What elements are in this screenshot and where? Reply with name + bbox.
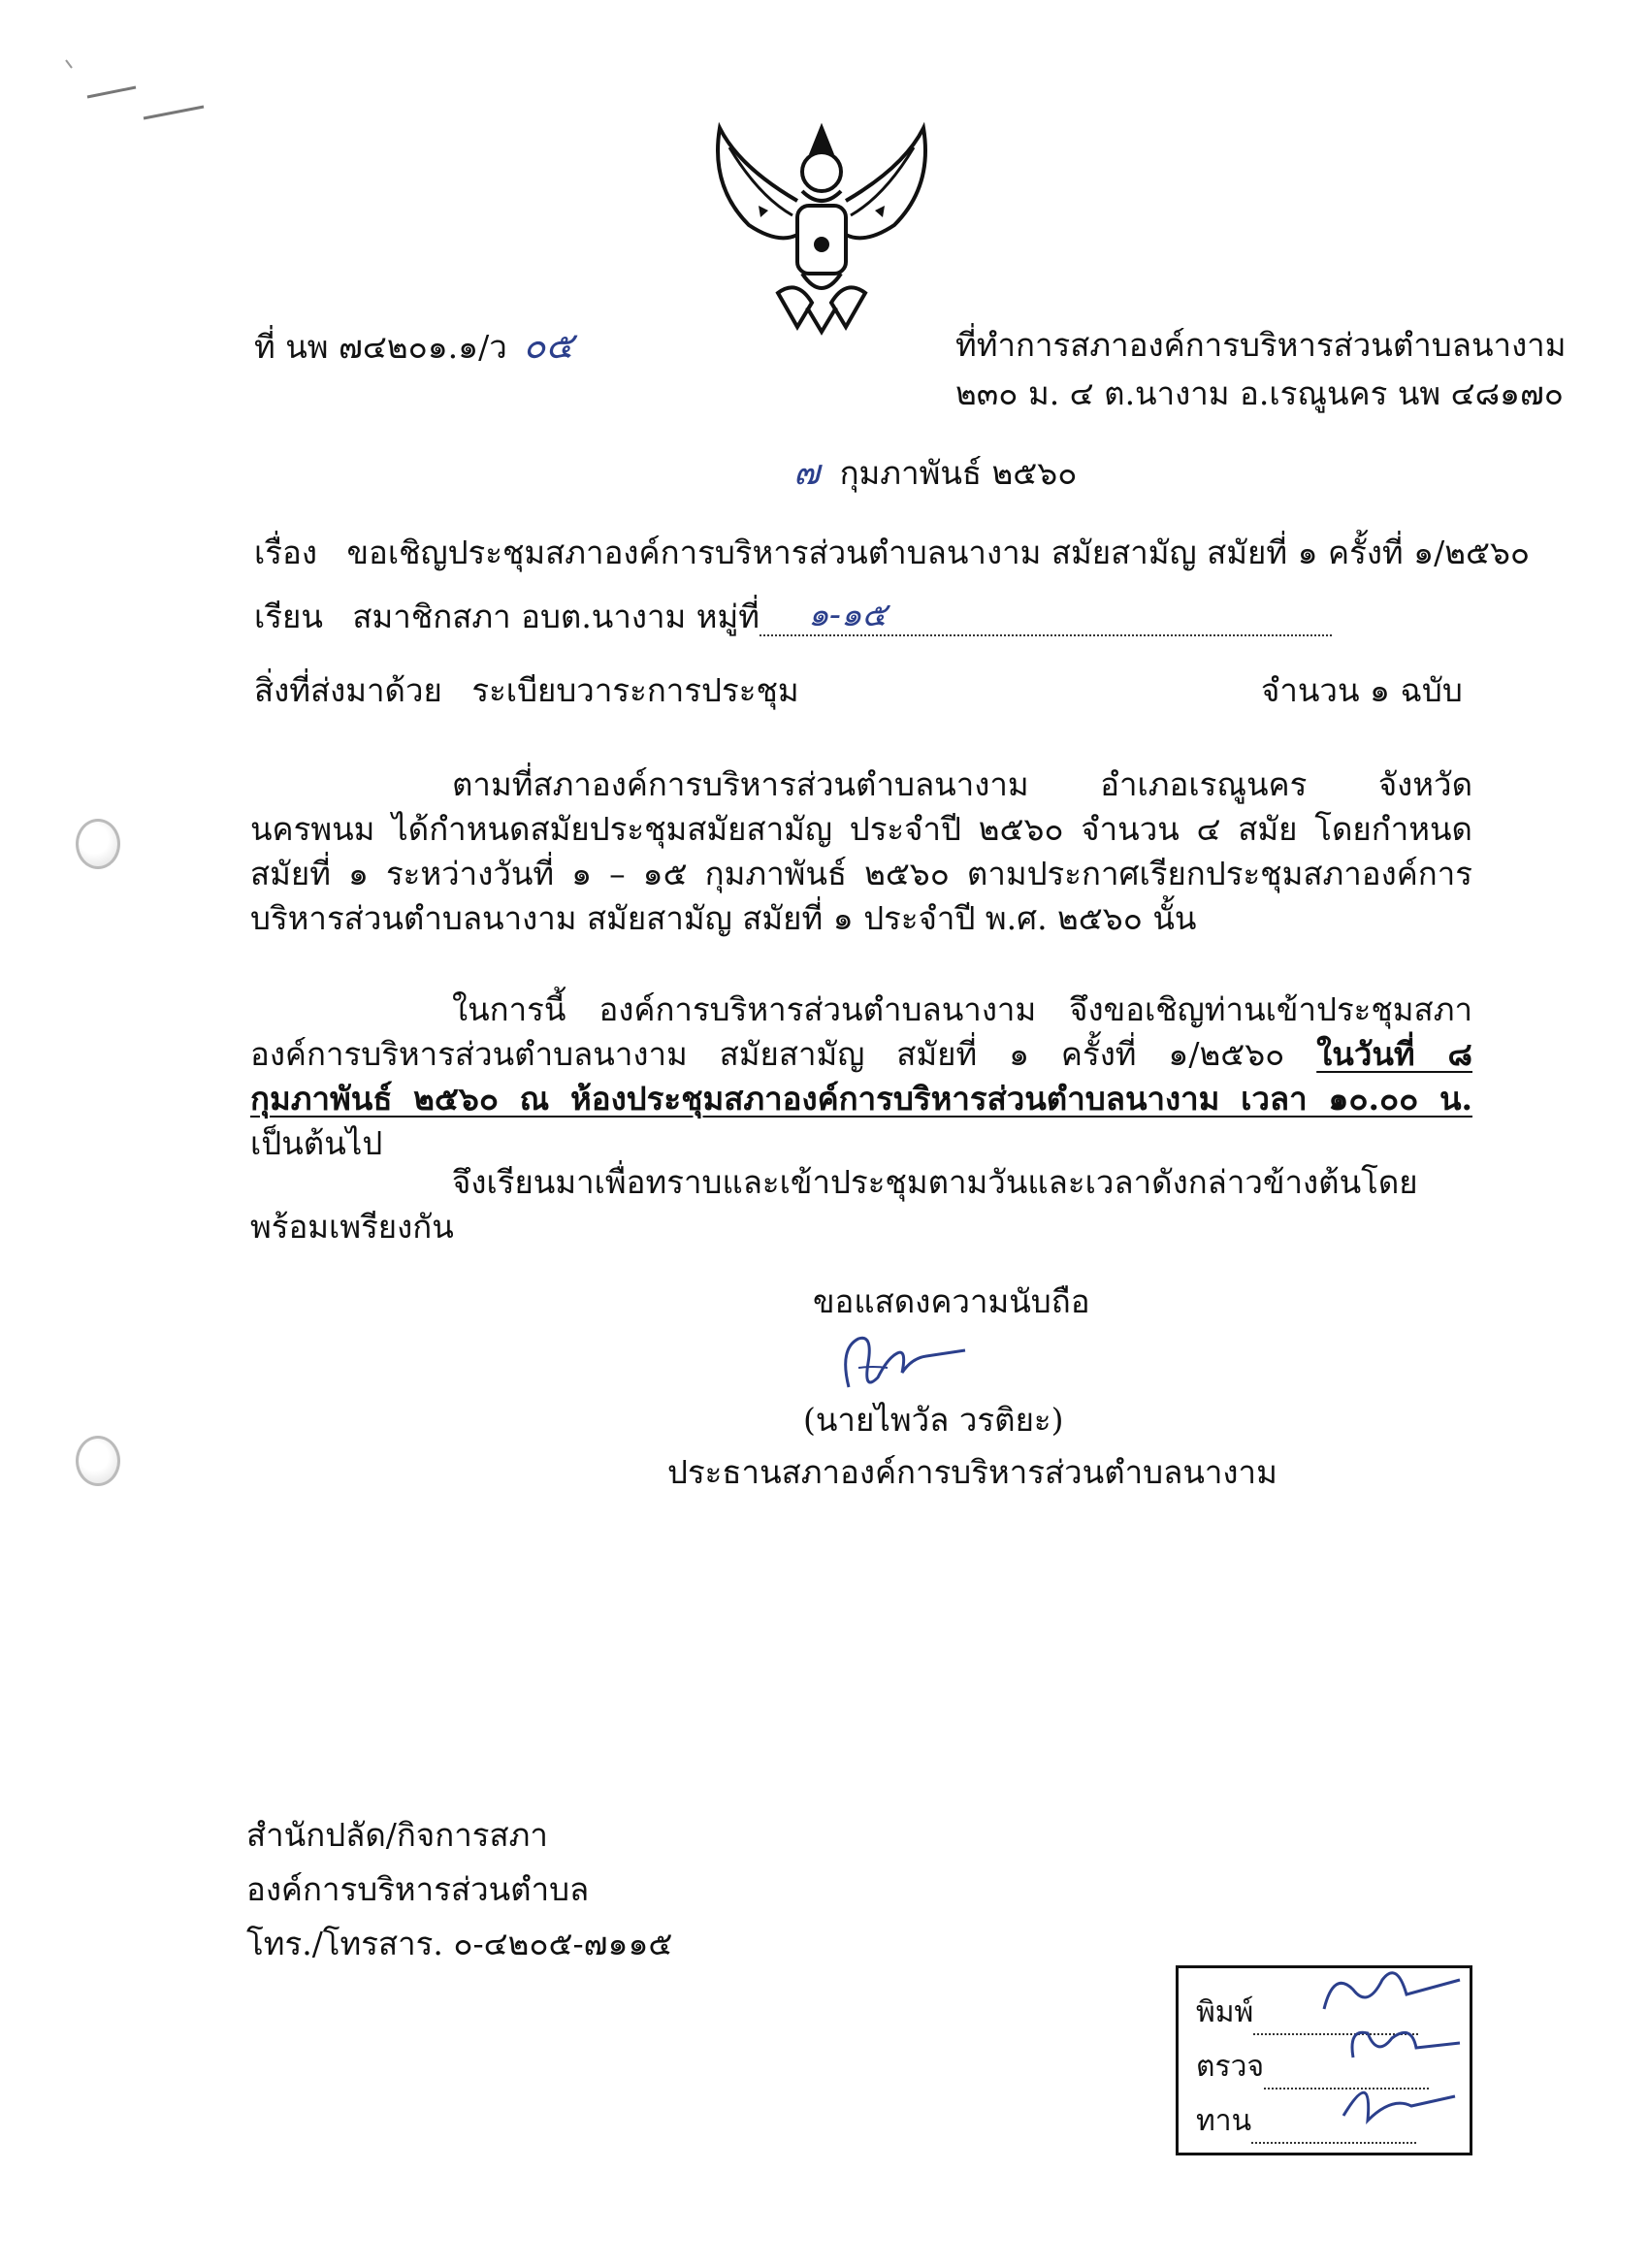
document-number-prefix: ที่ นพ ๗๔๒๐๑.๑/ว: [254, 328, 507, 366]
handwritten-document-number: ๐๕: [523, 324, 574, 367]
stamp-check-label: ตรวจ: [1196, 2050, 1265, 2084]
closing-salutation: ขอแสดงความนับถือ: [813, 1282, 1090, 1320]
date-month-year: กุมภาพันธ์ ๒๕๖๐: [839, 454, 1078, 492]
signer-position: ประธานสภาองค์การบริหารส่วนตำบลนางาม: [667, 1453, 1277, 1491]
enclosure-line: [254, 671, 799, 710]
stamp-initials-icon: [1314, 1951, 1470, 2155]
approval-stamp-box: [1176, 1965, 1472, 2155]
body-paragraph-3: จึงเรียนมาเพื่อทราบและเข้าประชุมตามวันและเวลาดังกล่าวข้างต้นโดยพร้อมเพรียงกัน: [250, 1163, 1418, 1246]
body-paragraph-1: ตามที่สภาองค์การบริหารส่วนตำบลนางาม อำเภอเรณูนคร จังหวัดนครพนม ได้กำหนดสมัยประชุมสมัยสามัญ ประจำปี ๒๕๖๐ จำนวน ๔ สมัย โดยกำหนดสมัยที่ ๑ ระหว่างวันที่ ๑ – ๑๕ กุมภาพันธ์ ๒๕๖๐ ตามประกาศเรียกประชุมสภาองค์การบริหารส่วนตำบลนางาม สมัยสามัญ สมัยที่ ๑ ประจำปี พ.ศ. ๒๕๖๐ นั้น: [250, 765, 1472, 937]
enclosure-label: สิ่งที่ส่งมาด้วย: [254, 671, 442, 709]
enclosure-text: ระเบียบวาระการประชุม: [471, 671, 799, 709]
paragraph-2-end: เป็นต้นไป: [250, 1124, 383, 1162]
subject-line: [254, 534, 1530, 572]
signer-name: (นายไพวัล วรติยะ): [803, 1401, 1064, 1439]
subject-label: เรื่อง: [254, 534, 317, 571]
office-name: ที่ทำการสภาองค์การบริหารส่วนตำบลนางาม: [955, 326, 1567, 364]
scan-marks: [58, 39, 213, 126]
enclosure-count: จำนวน ๑ ฉบับ: [1261, 671, 1463, 709]
meeting-date-venue: ในวันที่ ๘ กุมภาพันธ์ ๒๕๖๐ ณ ห้องประชุมสภาองค์การบริหารส่วนตำบลนางาม เวลา ๑๐.๐๐ น.: [250, 1035, 1472, 1118]
stamp-print-label: พิมพ์: [1196, 1995, 1254, 2029]
document-number: [254, 326, 573, 367]
office-address: ๒๓๐ ม. ๔ ต.นางาม อ.เรณูนคร นพ ๔๘๑๗๐: [955, 374, 1564, 412]
paragraph-2-text: ในการนี้ องค์การบริหารส่วนตำบลนางาม จึงขอเชิญท่านเข้าประชุมสภาองค์การบริหารส่วนตำบลนางาม สมัยสามัญ สมัยที่ ๑ ครั้งที่ ๑/๒๕๖๐: [250, 990, 1472, 1073]
recipient-dotted-line: [760, 596, 1332, 636]
handwritten-day: ๗: [793, 453, 821, 493]
recipient-line: [254, 598, 1332, 636]
recipient-text: สมาชิกสภา อบต.นางาม หมู่ที่: [352, 598, 760, 635]
signature-icon: [820, 1319, 975, 1407]
footer-phone-fax: โทร./โทรสาร. ๐-๔๒๐๕-๗๑๑๕: [246, 1925, 673, 1962]
recipient-label: เรียน: [254, 598, 323, 635]
garuda-emblem-icon: [700, 109, 943, 341]
footer-organization: องค์การบริหารส่วนตำบล: [246, 1870, 590, 1908]
handwritten-village-range: ๑-๑๕: [808, 596, 888, 634]
footer-department: สำนักปลัด/กิจการสภา: [246, 1816, 548, 1854]
letter-date: [793, 454, 1077, 493]
punch-hole-bottom: [76, 1436, 120, 1486]
stamp-draft-label: ทาน: [1196, 2104, 1252, 2138]
body-paragraph-2: [250, 988, 1472, 1166]
subject-text: ขอเชิญประชุมสภาองค์การบริหารส่วนตำบลนางาม สมัยสามัญ สมัยที่ ๑ ครั้งที่ ๑/๒๕๖๐: [346, 534, 1531, 571]
punch-hole-top: [76, 819, 120, 869]
